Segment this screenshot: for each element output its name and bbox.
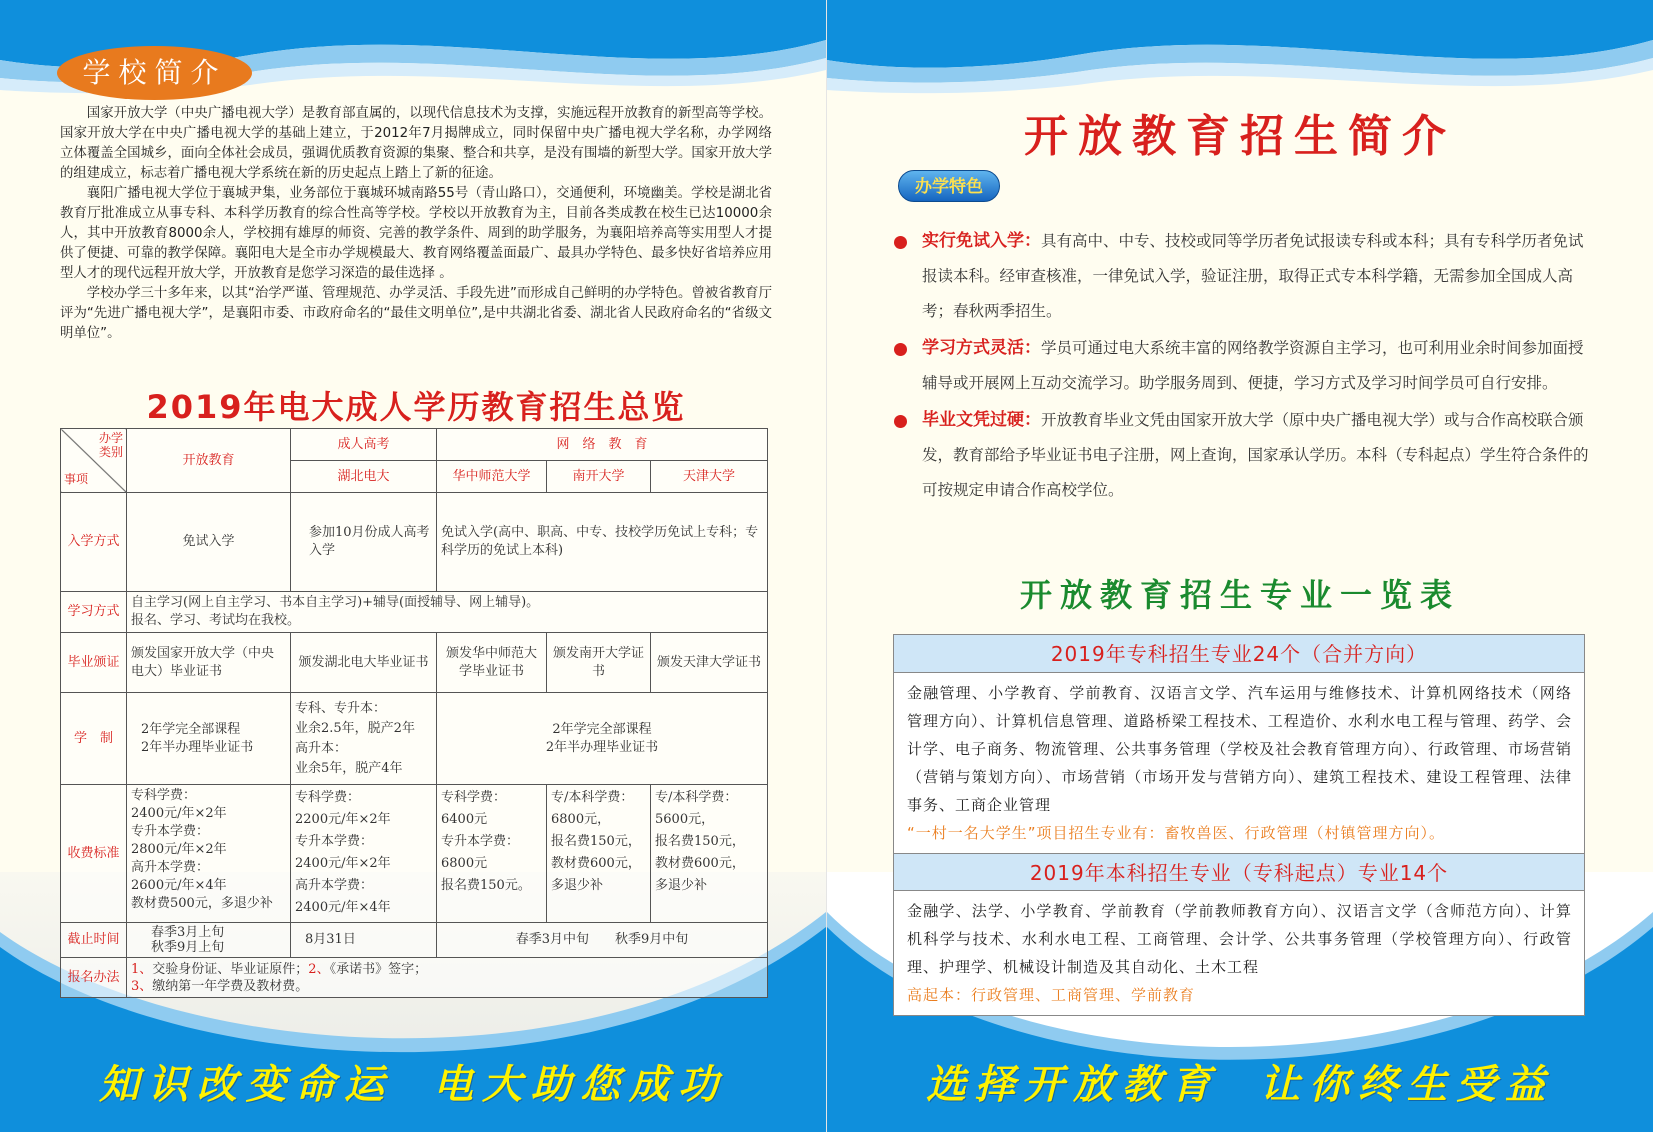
duration-line: 2年学完全部课程 — [552, 721, 652, 737]
cell-fees-tianjin — [651, 785, 768, 923]
table-corner-header — [61, 429, 127, 493]
majors-box — [893, 634, 1585, 1016]
fee-line: 2800元/年×2年 — [131, 842, 227, 857]
fee-line: 教材费600元， — [551, 856, 641, 871]
overview-title: 2019年电大成人学历教育招生总览 — [146, 388, 686, 426]
row-label-fees: 收费标准 — [61, 785, 127, 923]
table-row-admission — [61, 493, 768, 592]
fee-line: 6400元 — [441, 812, 488, 827]
fee-line: 专科学费： — [441, 790, 507, 805]
fee-line: 高升本学费： — [295, 878, 374, 893]
fee-line: 专/本科学费： — [655, 790, 738, 805]
slogan-part: 知识改变命运 — [99, 1062, 393, 1108]
table-row-deadline — [61, 923, 768, 958]
fee-line: 多退少补 — [655, 878, 708, 893]
fee-line: 教材费500元，多退少补 — [131, 896, 273, 911]
fee-line: 专科学费： — [295, 790, 361, 805]
corner-category-label: 办学 类别 — [98, 431, 123, 459]
top-wave-decoration — [827, 0, 1653, 110]
cell-deadline-online: 春季3月中旬 秋季9月中旬 — [437, 923, 768, 958]
row-label-duration: 学 制 — [61, 693, 127, 785]
fee-line: 2400元/年×2年 — [295, 856, 391, 871]
deadline-line: 春季3月上旬 — [151, 925, 225, 940]
row-label-enroll: 报名办法 — [61, 958, 127, 998]
intro-paragraph: 襄阳广播电视大学位于襄城尹集，业务部位于襄城环城南路55号（青山路口），交通便利，环境幽美。学校是湖北省教育厅批准成立从事专科、本科学历教育的综合性高等学校。学校以开放教育为主，目前各类成教在校生已达10000余人，其中开放教育8000余人，学校拥有雄厚的师资、完善的教学条件、周到的助学服务，为襄阳培养高等实用型人才提供了便捷、可靠的教学保障。襄阳电大是全市办学规模最大、教育网络覆盖面最广、最具办学特色、最多快好省培养应用型人才的现代远程开放大学，开放教育是您学习深造的最佳选择 。 — [60, 186, 772, 281]
enroll-line — [131, 978, 763, 995]
fee-line: 高升本学费： — [131, 860, 210, 875]
fee-line: 5600元， — [655, 812, 715, 827]
feature-text: 开放教育毕业文凭由国家开放大学（原中央广播电视大学）或与合作高校联合颁发，教育部给予毕业证书电子注册，网上查询，国家承认学历。本科（专科起点）学生符合条件的可按规定申请合作高校学位。 — [922, 411, 1589, 499]
cell-fees-adult — [291, 785, 437, 923]
cell-certificate-ccnu: 颁发华中师范大学毕业证书 — [437, 633, 547, 693]
left-slogan — [0, 1053, 826, 1110]
majors-list-title: 开放教育招生专业一览表 — [1019, 576, 1460, 614]
cell-fees-ccnu — [437, 785, 547, 923]
column-header-tianjin: 天津大学 — [651, 461, 768, 493]
duration-line: 2年半办理毕业证书 — [141, 739, 254, 755]
column-header-adult-exam: 成人高考 — [291, 429, 437, 461]
bullet-icon — [894, 343, 907, 356]
column-header-open-education: 开放教育 — [127, 429, 291, 493]
associate-majors-list: 金融管理、小学教育、学前教育、汉语言文学、汽车运用与维修技术、计算机网络技术（网络管理方向）、计算机信息管理、道路桥梁工程技术、工程造价、水利水电工程与管理、药学、会计学、电子商务、物流管理、公共事务管理（学校及社会教育管理方向）、行政管理、市场营销（营销与策划方向）、市场营销（市场开发与营销方向）、建筑工程技术、建设工程管理、法律事务、工商企业管理 — [907, 684, 1572, 814]
column-header-nankai: 南开大学 — [547, 461, 651, 493]
fee-line: 多退少补 — [551, 878, 604, 893]
duration-line: 2年学完全部课程 — [141, 721, 241, 737]
cell-deadline-open — [127, 923, 291, 958]
cell-enroll — [127, 958, 768, 998]
cell-certificate-tianjin: 颁发天津大学证书 — [651, 633, 768, 693]
duration-line: 业余5年，脱产4年 — [295, 760, 403, 776]
duration-line: 专科、专升本： — [295, 700, 387, 716]
enroll-step-number: 3、 — [131, 978, 153, 994]
table-row-certificate — [61, 633, 768, 693]
cell-admission-online: 免试入学(高中、职高、中专、技校学历免试上专科；专科学历的免试上本科) — [437, 493, 768, 592]
duration-line: 业余2.5年，脱产2年 — [295, 720, 415, 736]
bachelor-majors-note: 高起本：行政管理、工商管理、学前教育 — [907, 986, 1196, 1004]
row-label-study-mode: 学习方式 — [61, 592, 127, 633]
right-page-title: 开放教育招生简介 — [1024, 111, 1456, 162]
fee-line: 报名费150元。 — [441, 878, 531, 893]
features-badge: 办学特色 — [898, 170, 1000, 202]
fee-line: 报名费150元， — [655, 834, 745, 849]
fee-line: 2400元/年×2年 — [131, 806, 227, 821]
cell-admission-adult: 参加10月份成人高考入学 — [291, 493, 437, 592]
fee-line: 2600元/年×4年 — [131, 878, 227, 893]
bullet-icon — [894, 236, 907, 249]
fee-line: 专升本学费： — [441, 834, 520, 849]
fee-line: 2200元/年×2年 — [295, 812, 391, 827]
features-list — [890, 224, 1590, 510]
enrollment-overview-table — [60, 428, 768, 998]
slogan-part: 电大助您成功 — [433, 1062, 727, 1108]
cell-fees-open — [127, 785, 291, 923]
study-mode-line: 报名、学习、考试均在我校。 — [131, 613, 301, 628]
cell-certificate-open: 颁发国家开放大学（中央电大）毕业证书 — [127, 633, 291, 693]
feature-text: 具有高中、中专、技校或同等学历者免试报读专科或本科；具有专科学历者免试报读本科。经审查核准，一律免试入学，验证注册，取得正式专本科学籍，无需参加全国成人高考；春秋两季招生。 — [922, 232, 1584, 320]
enroll-step-number: 1、 — [131, 961, 153, 977]
feature-title: 实行免试入学： — [922, 231, 1041, 251]
enroll-step-text: 《承诺书》签字； — [329, 961, 428, 977]
enroll-line — [131, 961, 763, 978]
left-page — [0, 0, 826, 1132]
row-label-deadline: 截止时间 — [61, 923, 127, 958]
fee-line: 专升本学费： — [295, 834, 374, 849]
cell-study-mode — [127, 592, 768, 633]
fee-line: 专升本学费： — [131, 824, 210, 839]
intro-paragraph: 国家开放大学（中央广播电视大学）是教育部直属的，以现代信息技术为支撑，实施远程开放教育的新型高等学校。国家开放大学在中央广播电视大学的基础上建立，于2012年7月揭牌成立，同时保留中央广播电视大学名称，办学网络立体覆盖全国城乡，面向全体社会成员，强调优质教育资源的集聚、整合和共享，是没有围墙的新型大学。国家开放大学的组建成立，标志着广播电视大学系统在新的历史起点上踏上了新的征途。 — [60, 106, 772, 181]
fee-line: 6800元， — [551, 812, 611, 827]
slogan-part: 让你终生受益 — [1260, 1062, 1554, 1108]
cell-certificate-adult: 颁发湖北电大毕业证书 — [291, 633, 437, 693]
school-intro-text — [60, 104, 772, 344]
column-header-online-education: 网 络 教 育 — [437, 429, 768, 461]
cell-duration-open — [127, 693, 291, 785]
cell-admission-open: 免试入学 — [127, 493, 291, 592]
table-row-enroll — [61, 958, 768, 998]
table-row-study-mode — [61, 592, 768, 633]
table-row-duration — [61, 693, 768, 785]
school-intro-badge: 学校简介 — [57, 46, 252, 100]
table-row-fees — [61, 785, 768, 923]
associate-majors-note: “一村一名大学生”项目招生专业有：畜牧兽医、行政管理（村镇管理方向）。 — [907, 824, 1446, 842]
study-mode-line: 自主学习(网上自主学习、书本自主学习)+辅导(面授辅导、网上辅导)。 — [131, 595, 540, 610]
cell-fees-nankai — [547, 785, 651, 923]
cell-deadline-adult: 8月31日 — [291, 923, 437, 958]
right-slogan — [827, 1053, 1653, 1110]
enroll-step-text: 交验身份证、毕业证原件； — [152, 961, 309, 977]
bachelor-majors-body — [894, 891, 1584, 1015]
feature-item — [890, 331, 1590, 401]
intro-paragraph: 学校办学三十多年来，以其“治学严谨、管理规范、办学灵活、手段先进”而形成自己鲜明的办学特色。曾被省教育厅评为“先进广播电视大学”，是襄阳市委、市政府命名的“最佳文明单位”,是中共湖北省委、湖北省人民政府命名的“省级文明单位”。 — [60, 286, 772, 341]
row-label-admission: 入学方式 — [61, 493, 127, 592]
feature-title: 毕业文凭过硬： — [922, 410, 1041, 430]
feature-item — [890, 403, 1590, 508]
enroll-step-text: 缴纳第一年学费及教材费。 — [152, 978, 309, 994]
bachelor-majors-list: 金融学、法学、小学教育、学前教育（学前教师教育方向）、汉语言文学（含师范方向）、计算机科学与技术、水利水电工程、工商管理、会计学、公共事务管理（学校管理方向）、行政管理、护理学、机械设计制造及其自动化、土木工程 — [907, 902, 1572, 976]
fee-line: 2400元/年×4年 — [295, 900, 391, 915]
cell-duration-online — [437, 693, 768, 785]
cell-duration-adult — [291, 693, 437, 785]
fee-line: 专科学费： — [131, 788, 197, 803]
feature-item — [890, 224, 1590, 329]
fee-line: 专/本科学费： — [551, 790, 634, 805]
associate-majors-body — [894, 673, 1584, 853]
corner-item-label: 事项 — [64, 472, 89, 486]
feature-title: 学习方式灵活： — [922, 338, 1041, 358]
associate-majors-header: 2019年专科招生专业24个（合并方向） — [894, 635, 1584, 673]
duration-line: 2年半办理毕业证书 — [545, 739, 659, 755]
deadline-line: 秋季9月上旬 — [151, 940, 225, 955]
bullet-icon — [894, 415, 907, 428]
fee-line: 教材费600元， — [655, 856, 745, 871]
column-header-hubei-rtvu: 湖北电大 — [291, 461, 437, 493]
feature-text: 学员可通过电大系统丰富的网络教学资源自主学习，也可利用业余时间参加面授辅导或开展网上互动交流学习。助学服务周到、便捷，学习方式及学习时间学员可自行安排。 — [922, 339, 1584, 392]
fee-line: 报名费150元， — [551, 834, 641, 849]
bachelor-majors-header: 2019年本科招生专业（专科起点）专业14个 — [894, 853, 1584, 891]
column-header-ccnu: 华中师范大学 — [437, 461, 547, 493]
cell-certificate-nankai: 颁发南开大学证书 — [547, 633, 651, 693]
fee-line: 6800元 — [441, 856, 488, 871]
duration-line: 高升本： — [295, 740, 348, 756]
enroll-step-number: 2、 — [308, 961, 330, 977]
row-label-certificate: 毕业颁证 — [61, 633, 127, 693]
slogan-part: 选择开放教育 — [926, 1062, 1220, 1108]
